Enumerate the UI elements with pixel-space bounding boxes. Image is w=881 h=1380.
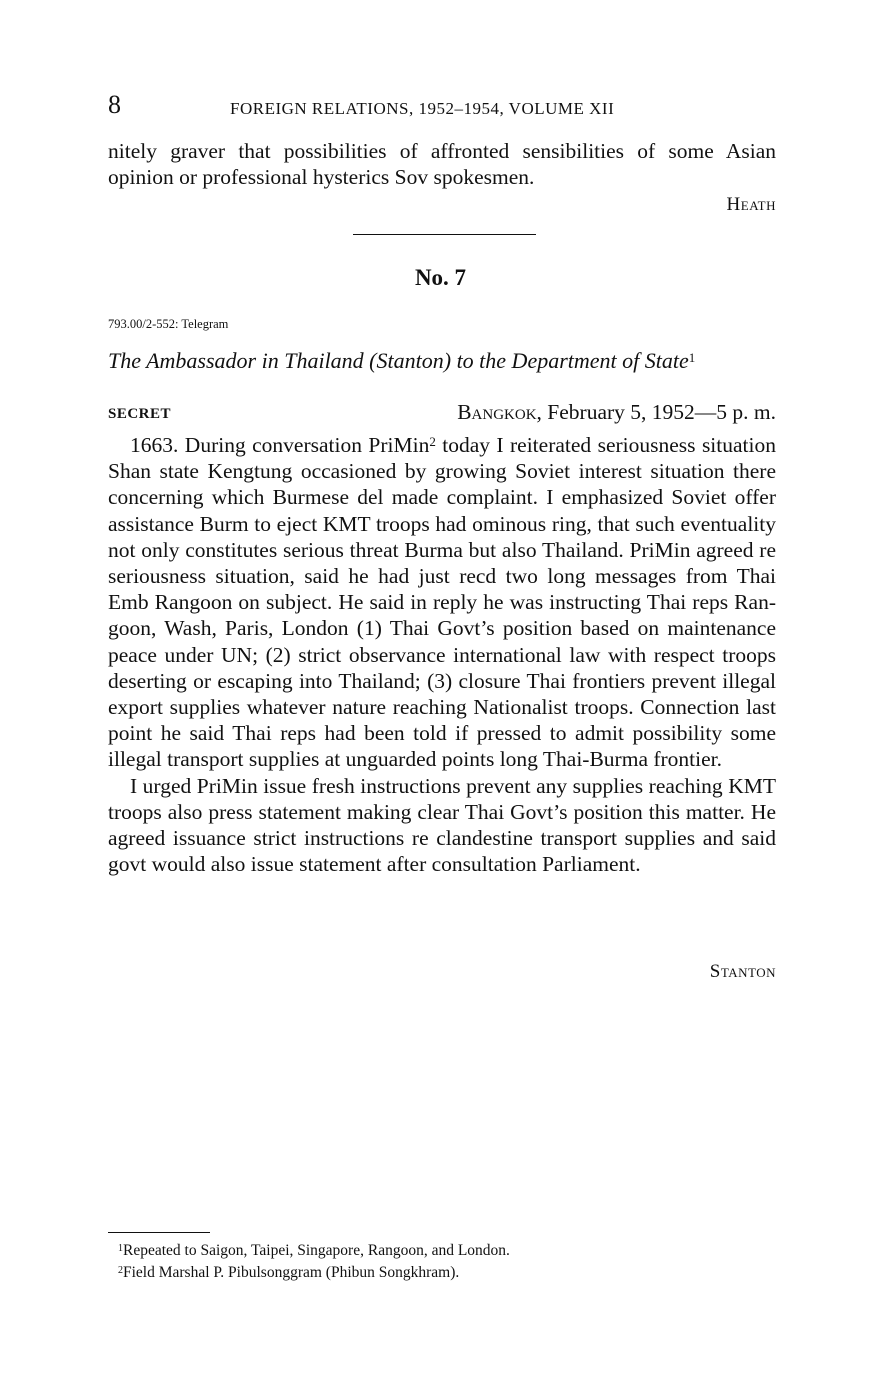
paragraph-1: [108, 432, 776, 773]
footnote-ref-1: 1: [688, 350, 696, 365]
document-title: [108, 347, 778, 375]
footnote-1-marker: 1: [118, 1243, 123, 1254]
dateline-place: Bangkok: [457, 400, 537, 424]
signature-heath: Heath: [726, 194, 776, 215]
footnote-1-text: Repeated to Saigon, Taipei, Singapore, Rangoon, and London.: [123, 1242, 510, 1259]
signature-stanton: Stanton: [709, 961, 776, 982]
footnote-2-marker: 2: [118, 1265, 123, 1276]
section-divider: [353, 234, 536, 235]
page-number: 8: [108, 90, 121, 119]
telegram-body: [108, 432, 776, 877]
footnote-2: [108, 1262, 778, 1284]
paragraph-1-rest: today I reiterated seriousness situation Shan state Kengtung occasioned by growing Soviet interest situation there concerning which Burmese del made complaint. I emphasized Soviet offer assistance Burm to eject KMT troops had ominous ring, that such eventuality not only constitutes serious threat Burma but also Thailand. PriMin agreed re seriousness situation, said he had just recd two long messages from Thai Emb Rangoon on subject. He said in reply he was instructing Thai reps Rangoon, Wash, Paris, London (1) Thai Govt’s position based on maintenance peace under UN; (2) strict observance international law with respect troops deserting or escaping into Thailand; (3) closure Thai frontiers prevent illegal export supplies whatever nature reaching Nationalist troops. Connection last point he said Thai reps had been told if pressed to admit possibility some illegal transport supplies at unguarded points long Thai-Burma frontier.: [108, 433, 776, 772]
footnotes: [108, 1240, 778, 1284]
dateline-date: , February 5, 1952—5 p. m.: [536, 400, 776, 424]
footnote-divider: [108, 1232, 210, 1233]
continued-paragraph: nitely graver that possibilities of affronted sensibilities of some Asian opinion or professional hysterics Sov spokesmen.: [108, 139, 776, 190]
document-title-text: The Ambassador in Thailand (Stanton) to the Department of State: [108, 348, 689, 373]
document-number: No. 7: [414, 265, 467, 290]
paragraph-1-start: 1663. During conversation PriMin: [130, 433, 430, 457]
classification: SECRET: [108, 406, 172, 422]
dateline: [457, 400, 776, 425]
footnote-1: [108, 1240, 778, 1262]
running-head: FOREIGN RELATIONS, 1952–1954, VOLUME XII: [230, 99, 615, 118]
footnote-ref-2: 2: [429, 434, 436, 449]
paragraph-2: I urged PriMin issue fresh instructions prevent any supplies reaching KMT troops also press statement making clear Thai Govt’s position this matter. He agreed issuance strict instructions re clandestine transport supplies and said govt would also issue statement after consultation Parliament.: [108, 773, 776, 877]
footnote-2-text: Field Marshal P. Pibulsonggram (Phibun Songkhram).: [123, 1264, 460, 1281]
file-reference: 793.00/2-552: Telegram: [108, 317, 229, 331]
